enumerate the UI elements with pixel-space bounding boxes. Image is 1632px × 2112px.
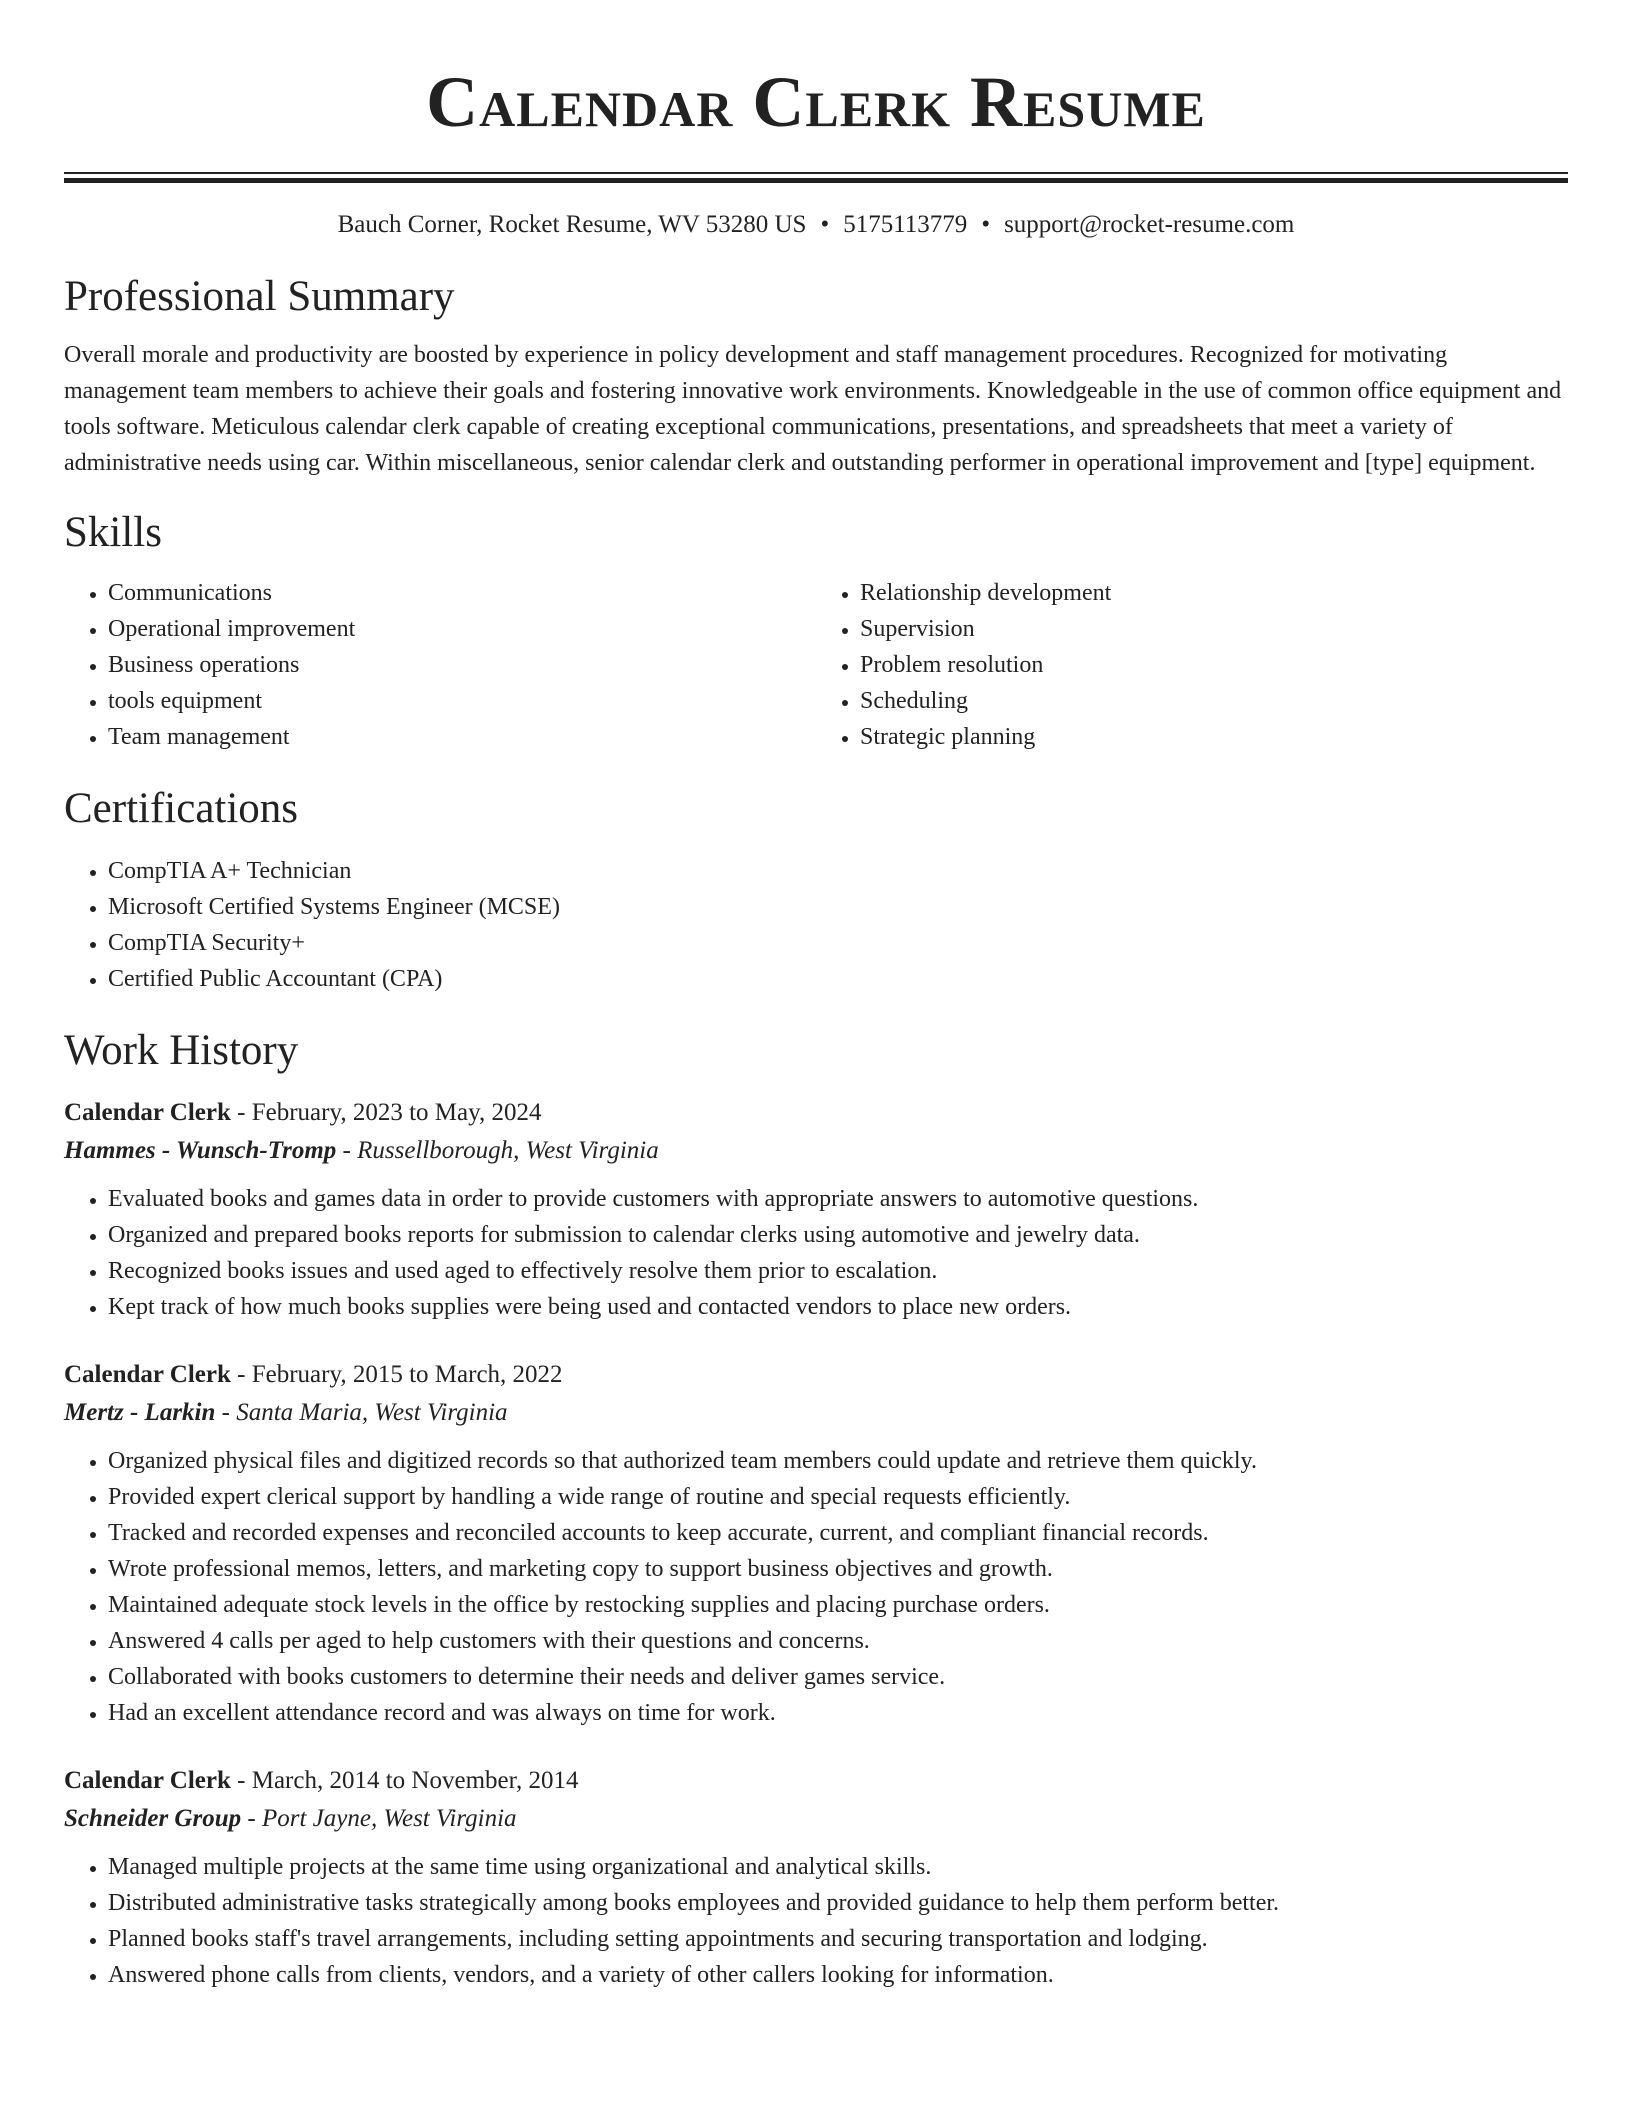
job-duty: • Had an excellent attendance record and was always on time for work. (108, 1695, 1568, 1731)
job-duty: • Planned books staff's travel arrangements, including setting appointments and securing transportation and lodging. (108, 1921, 1568, 1957)
contact-address: Bauch Corner, Rocket Resume, WV 53280 US (337, 211, 807, 238)
job-duty: • Recognized books issues and used aged to effectively resolve them prior to escalation. (108, 1253, 1568, 1289)
certifications-heading: Certifications (64, 785, 299, 832)
job-duties (64, 1443, 1568, 1731)
job-dates: March, 2014 to November, 2014 (251, 1767, 579, 1794)
job-duties (64, 1181, 1568, 1325)
job-duty: • Organized physical files and digitized records so that authorized team members could update and retrieve them quickly. (108, 1443, 1568, 1479)
skill-item: • tools equipment (108, 683, 816, 719)
contact-line (64, 209, 1568, 241)
job-duty: • Managed multiple projects at the same time using organizational and analytical skills. (108, 1849, 1568, 1885)
job-entry (64, 1095, 1568, 1325)
certification-item: • CompTIA A+ Technician (108, 853, 1568, 889)
skill-item: • Scheduling (860, 683, 1568, 719)
skill-item: • Relationship development (860, 575, 1568, 611)
job-location: Russellborough, West Virginia (357, 1137, 659, 1164)
skills-columns (64, 575, 1568, 755)
job-duty: • Provided expert clerical support by handling a wide range of routine and special requests efficiently. (108, 1479, 1568, 1515)
job-dash: - (237, 1767, 246, 1794)
skill-item: • Communications (108, 575, 816, 611)
skills-heading: Skills (64, 509, 162, 556)
skills-list-left (64, 575, 816, 755)
job-title: Calendar Clerk (64, 1099, 231, 1126)
work-history-heading: Work History (64, 1027, 299, 1074)
job-location: Santa Maria, West Virginia (236, 1399, 508, 1426)
job-duty: • Kept track of how much books supplies were being used and contacted vendors to place new orders. (108, 1289, 1568, 1325)
certification-item: • Microsoft Certified Systems Engineer (MCSE) (108, 889, 1568, 925)
job-employer (64, 1393, 1568, 1433)
skill-item: • Problem resolution (860, 647, 1568, 683)
job-dash: - (221, 1399, 230, 1426)
job-dash: - (342, 1137, 351, 1164)
job-dates: February, 2015 to March, 2022 (251, 1361, 563, 1388)
skill-item: • Supervision (860, 611, 1568, 647)
certification-item: • CompTIA Security+ (108, 925, 1568, 961)
summary-text: Overall morale and productivity are boosted by experience in policy development and staff management procedures. Recognized for motivating management team members to achieve their goals and fostering innovative work environments. Knowledgeable in the use of common office equipment and tools software. Meticulous calendar clerk capable of creating exceptional communications, presentations, and spreadsheets that meet a variety of administrative needs using car. Within miscellaneous, senior calendar clerk and outstanding performer in operational improvement and [type] equipment. (64, 342, 1562, 476)
job-company: Mertz - Larkin (64, 1399, 216, 1426)
job-company: Hammes - Wunsch-Tromp (64, 1137, 337, 1164)
job-duties (64, 1849, 1568, 1993)
job-duty: • Organized and prepared books reports for submission to calendar clerks using automotive and jewelry data. (108, 1217, 1568, 1253)
contact-phone: 5175113779 (843, 211, 968, 238)
contact-separator: • (981, 211, 991, 238)
job-duty: • Distributed administrative tasks strategically among books employees and provided guidance to help them perform better. (108, 1885, 1568, 1921)
contact-separator: • (820, 211, 830, 238)
job-company: Schneider Group (64, 1805, 242, 1832)
job-title: Calendar Clerk (64, 1767, 231, 1794)
job-duty: • Answered 4 calls per aged to help customers with their questions and concerns. (108, 1623, 1568, 1659)
skill-item: • Strategic planning (860, 719, 1568, 755)
job-header (64, 1095, 1568, 1131)
certifications-list (64, 853, 1568, 997)
skill-item: • Business operations (108, 647, 816, 683)
job-dash: - (237, 1361, 246, 1388)
title-divider (64, 172, 1568, 183)
contact-email: support@rocket-resume.com (1004, 211, 1295, 238)
job-employer (64, 1131, 1568, 1171)
job-duty: • Evaluated books and games data in order to provide customers with appropriate answers to automotive questions. (108, 1181, 1568, 1217)
job-dash: - (247, 1805, 256, 1832)
job-dash: - (237, 1099, 246, 1126)
job-location: Port Jayne, West Virginia (261, 1805, 517, 1832)
summary-heading: Professional Summary (64, 273, 455, 320)
job-employer (64, 1799, 1568, 1839)
job-header (64, 1763, 1568, 1799)
skill-item: • Team management (108, 719, 816, 755)
skill-item: • Operational improvement (108, 611, 816, 647)
skills-list-right (816, 575, 1568, 755)
job-duty: • Answered phone calls from clients, vendors, and a variety of other callers looking for information. (108, 1957, 1568, 1993)
job-dates: February, 2023 to May, 2024 (251, 1099, 542, 1126)
job-entry (64, 1357, 1568, 1731)
job-title: Calendar Clerk (64, 1361, 231, 1388)
certification-item: • Certified Public Accountant (CPA) (108, 961, 1568, 997)
job-duty: • Tracked and recorded expenses and reconciled accounts to keep accurate, current, and compliant financial records. (108, 1515, 1568, 1551)
resume-title: Calendar Clerk Resume (426, 62, 1206, 142)
job-duty: • Maintained adequate stock levels in the office by restocking supplies and placing purchase orders. (108, 1587, 1568, 1623)
job-duty: • Wrote professional memos, letters, and marketing copy to support business objectives and growth. (108, 1551, 1568, 1587)
job-duty: • Collaborated with books customers to determine their needs and deliver games service. (108, 1659, 1568, 1695)
job-entry (64, 1763, 1568, 1993)
job-header (64, 1357, 1568, 1393)
